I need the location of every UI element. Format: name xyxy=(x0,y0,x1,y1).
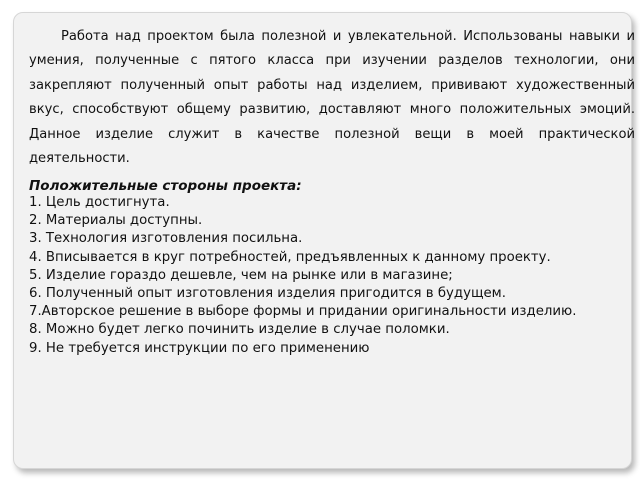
list-item: 1. Цель достигнута. xyxy=(29,195,170,210)
list-item: 6. Полученный опыт изготовления изделия пригодится в будущем. xyxy=(29,286,506,302)
list-item: 7.Авторское решение в выборе формы и придании оригинальности изделию. xyxy=(29,304,577,320)
list-item: 2. Материалы доступны. xyxy=(29,213,203,229)
intro-paragraph: Работа над проектом была полезной и увлекательной. Использованы навыки и умения, полученные с пятого класса при изучении разделов технологии, они закрепляют полученный опыт работы над изделием, прививают художественный вкус, способствуют общему развитию, доставляют много положительных эмоций. Данное изделие служит в качестве полезной вещи в моей практической деятельности. xyxy=(29,29,635,167)
list-item: 5. Изделие гораздо дешевле, чем на рынке или в магазине; xyxy=(29,267,453,283)
list-item: 4. Вписывается в круг потребностей, предъявленных к данному проекту. xyxy=(29,249,551,265)
list-item: 8. Можно будет легко починить изделие в случае поломки. xyxy=(29,322,450,338)
list-item: 3. Технология изготовления посильна. xyxy=(29,231,303,247)
list-item: 9. Не требуется инструкции по его применению xyxy=(29,340,370,356)
advantages-heading: Положительные стороны проекта: xyxy=(29,178,302,194)
advantages-list xyxy=(29,194,635,358)
